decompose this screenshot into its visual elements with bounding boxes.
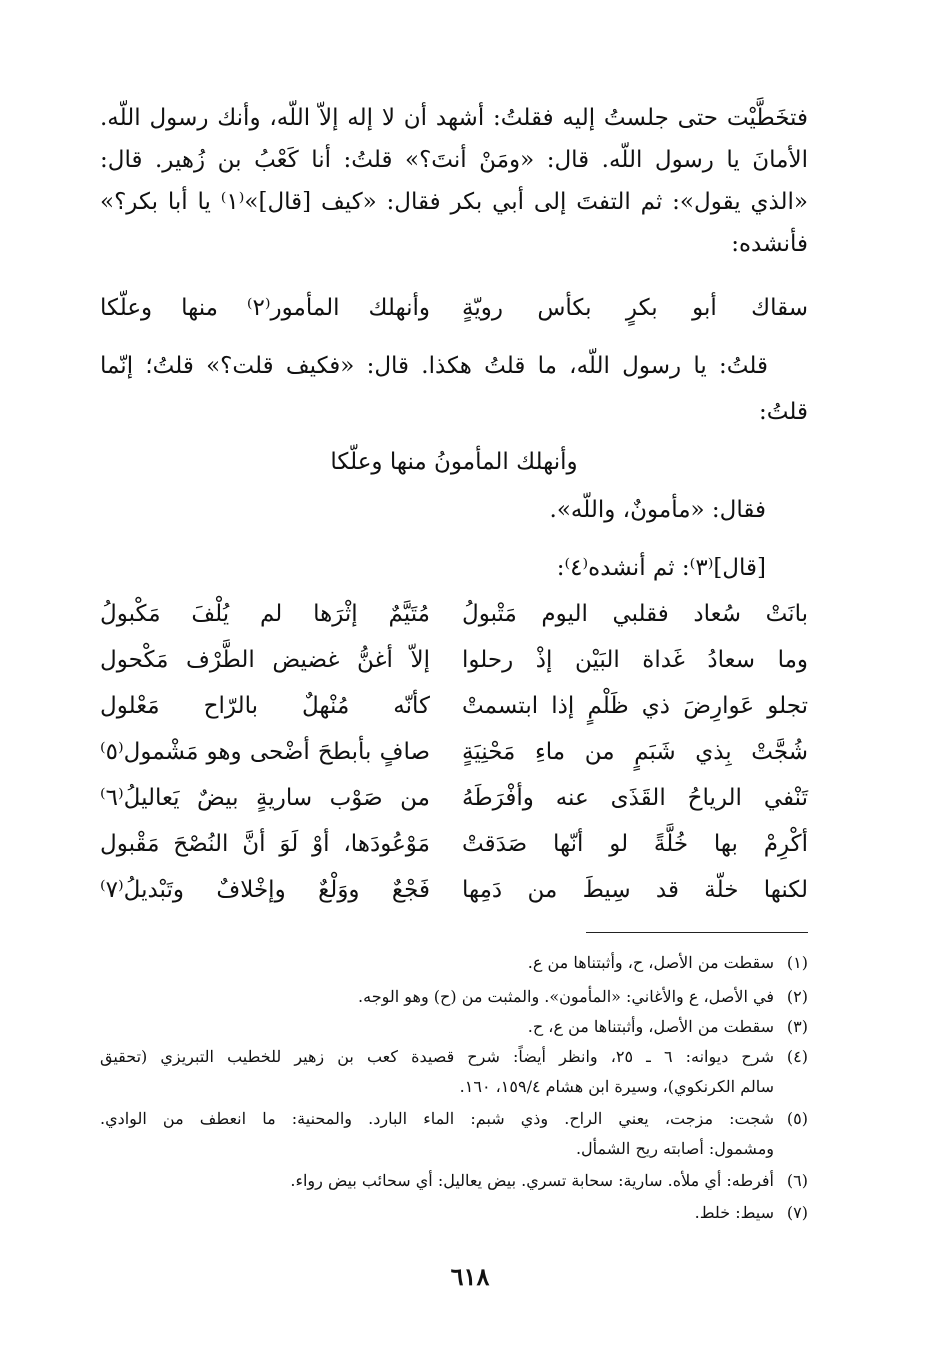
poem-second-hemistich: صافٍ بأبطحَ أضْحى وهو مَشْمول⁽٥⁾ <box>100 739 430 765</box>
footnote-separator <box>586 932 808 933</box>
poem-second-hemistich: إلاّ أغنُّ غضيض الطَّرْف مَكْحول <box>100 647 430 673</box>
footnote-text: شجت: مزجت، يعني الراح. وذي شبم: الماء البارد. والمحنية: ما انعطف من الوادي. <box>100 1109 774 1128</box>
footnote <box>100 1014 808 1040</box>
body-line: الأمانَ يا رسول اللّه. قال: «ومَنْ أنتَ؟» قلتُ: أنا كَعْبُ بن زُهير. قال: <box>100 147 808 173</box>
footnote <box>100 984 808 1010</box>
footnote-text: في الأصل، ع والأغاني: «المأمون». والمثبت من (ح) وهو الوجه. <box>358 987 774 1006</box>
footnote-number: (٢) <box>786 987 808 1006</box>
footnote-text: أفرطه: أي ملأه. سارية: سحابة تسري. بيض يعاليل: أي سحائب بيض رواء. <box>290 1171 774 1190</box>
body-line: [قال]⁽٣⁾: ثم أنشده⁽٤⁾: <box>556 555 766 581</box>
quoted-hemistich: وأنهلك المأمونُ منها وعلّكا <box>330 449 578 475</box>
poem-first-hemistich: أكْرِمْ بها خُلَّةً لو أنّها صَدَقتْ <box>462 831 808 857</box>
body-line: قلتُ: <box>759 399 808 425</box>
verse-first-hemistich: سقاك أبو بكرٍ بكأس رويّةٍ <box>462 295 808 321</box>
body-line: فأنشده: <box>731 231 808 257</box>
poem-first-hemistich: شُجَّتْ بِذي شَبَمٍ من ماءِ مَحْنِيَةٍ <box>462 739 808 765</box>
footnote-number: (١) <box>786 953 808 972</box>
body-line: قلتُ: يا رسول اللّه، ما قلتُ هكذا. قال: «فكيف قلت؟» قلتُ؛ إنّما <box>100 353 768 379</box>
page-number: ٦١٨ <box>450 1262 490 1291</box>
footnote-number: (٥) <box>786 1109 808 1128</box>
body-line: «الذي يقول»: ثم التفتَ إلى أبي بكر فقال: «كيف [قال]»⁽١⁾ يا أبا بكر؟» <box>100 189 808 215</box>
poem-second-hemistich: مَوْعُودَها، أوْ لَوَ أنَّ النُصْحَ مَقْبول <box>100 831 430 857</box>
poem-second-hemistich: فَجْعٌ ووَلْعٌ وإخْلافٌ وتَبْديلُ⁽٧⁾ <box>100 877 430 903</box>
footnote <box>100 1106 808 1132</box>
footnote <box>100 1200 808 1226</box>
footnote-number: (٣) <box>786 1017 808 1036</box>
body-line: فتخَطَّيْت حتى جلستُ إليه فقلتُ: أشهد أن لا إله إلاّ اللّه، وأنك رسول اللّه. <box>100 105 808 131</box>
poem-first-hemistich: تَنْفي الرياحُ القَذَى عنه وأفْرَطَهُ <box>462 785 808 811</box>
footnote-number: (٦) <box>786 1171 808 1190</box>
footnote-number: (٤) <box>786 1047 808 1066</box>
poem-first-hemistich: وما سعادُ غَداة البَيْن إذْ رحلوا <box>462 647 808 673</box>
footnote-text: سيط: خلط. <box>694 1203 774 1222</box>
body-line: فقال: «مأمونٌ، واللّه». <box>549 497 766 523</box>
footnote-text: شرح ديوانه: ٦ ـ ٢٥، وانظر أيضاً: شرح قصيدة كعب بن زهير للخطيب التبريزي (تحقيق <box>100 1047 774 1066</box>
footnote <box>100 1044 808 1070</box>
poem-first-hemistich: لكنها خلّة قد سِيطَ من دَمِها <box>462 877 808 903</box>
footnote-continuation: سالم الكرنكوي)، وسيرة ابن هشام ١٥٩/٤، ١٦٠. <box>459 1077 774 1096</box>
footnote-number: (٧) <box>786 1203 808 1222</box>
verse-second-hemistich: وأنهلك المأمور⁽٢⁾ منها وعلّكا <box>100 295 430 321</box>
footnote-continuation: ومشمول: أصابته ريح الشمأل. <box>575 1139 774 1158</box>
footnote-text: سقطت من الأصل، ح، وأثبتناها من ع. <box>527 953 774 972</box>
footnote <box>100 1168 808 1194</box>
poem-first-hemistich: بانَتْ سُعاد فقلبي اليوم مَتْبولُ <box>462 601 808 627</box>
footnote-text: سقطت من الأصل، وأثبتناها من ع، ح. <box>527 1017 774 1036</box>
poem-second-hemistich: مُتَيَّمٌ إثْرَها لم يُلْفَ مَكْبولُ <box>100 601 430 627</box>
poem-second-hemistich: كأنّه مُنْهلٌ بالرّاح مَعْلول <box>100 693 430 719</box>
poem-second-hemistich: من صَوْب ساريةٍ بيضٌ يَعاليلُ⁽٦⁾ <box>100 785 430 811</box>
poem-first-hemistich: تجلو عَوارِضَ ذي ظَلْمٍ إذا ابتسمتْ <box>462 693 808 719</box>
footnote <box>100 950 808 976</box>
